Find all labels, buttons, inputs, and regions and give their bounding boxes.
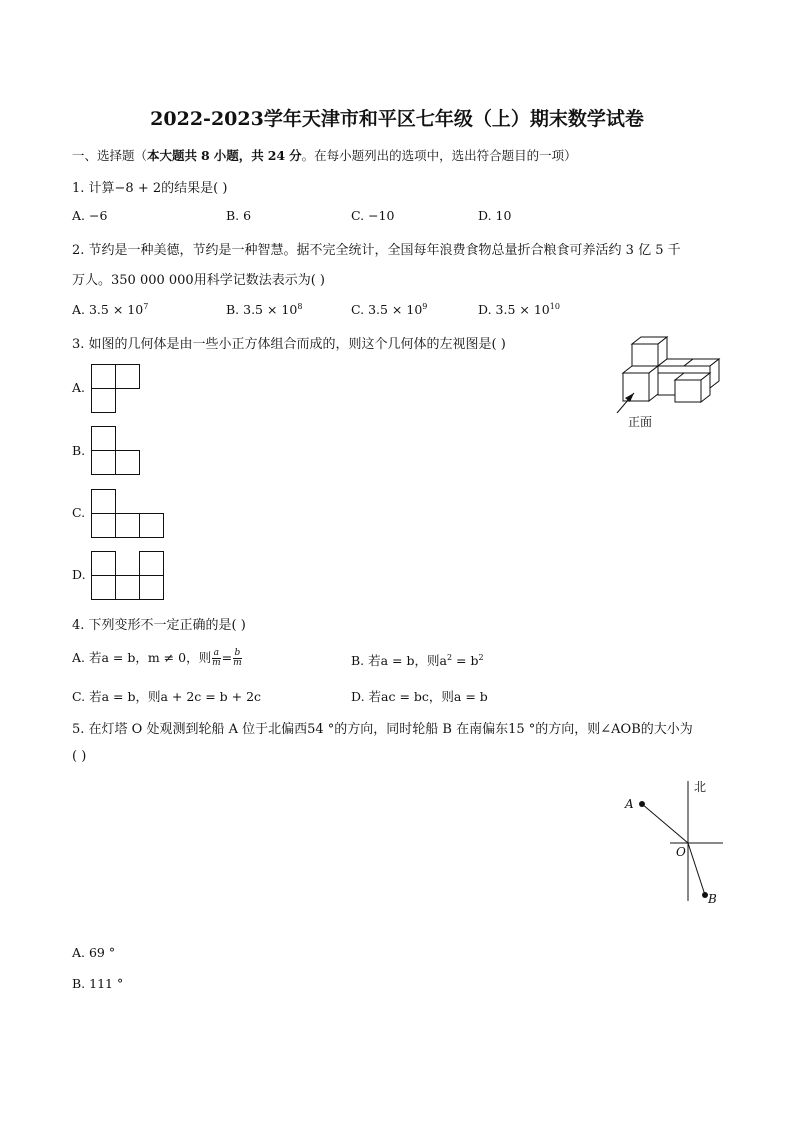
q2-option-d: D. $3.5 \times 10^{10}$ bbox=[478, 302, 560, 317]
q1-option-b: B. 6 bbox=[226, 208, 252, 223]
q5-option-a: A. 69 ° bbox=[72, 945, 116, 960]
q2-option-b: B. $3.5 \times 10^8$ bbox=[226, 302, 303, 317]
q4-option-c: C. 若a = b，则a + 2c = b + 2c bbox=[72, 689, 262, 704]
q3-option-c-figure bbox=[91, 489, 165, 539]
q3-option-b-figure bbox=[91, 426, 141, 476]
q2-line1: 2. 节约是一种美德，节约是一种智慧。据不完全统计，全国每年浪费食物总量折合粮食可养活约 3 亿 5 千 bbox=[72, 243, 681, 258]
q2-option-a: A. $3.5 \times 10^7$ bbox=[72, 302, 149, 317]
section-n2: 24 bbox=[267, 148, 286, 163]
q5-point-a-label: A bbox=[625, 797, 634, 811]
q5-line1: 5. 在灯塔 O 处观测到轮船 A 位于北偏西54 °的方向，同时轮船 B 在南偏东15 °的方向，则∠AOB的大小为 bbox=[72, 722, 693, 737]
q1-stem: 1. 计算−8 + 2的结果是( ) bbox=[72, 181, 228, 196]
q3-option-d-figure bbox=[91, 551, 165, 601]
q2-option-c: C. $3.5 \times 10^9$ bbox=[351, 302, 428, 317]
q4-option-d: D. 若ac = bc，则a = b bbox=[351, 689, 488, 704]
q5-north-label: 北 bbox=[694, 780, 707, 794]
q5-option-b: B. 111 ° bbox=[72, 976, 124, 991]
q3-option-a-label: A. bbox=[72, 380, 86, 395]
q5-point-b-label: B bbox=[708, 892, 717, 906]
q3-figure-label: 正面 bbox=[628, 415, 653, 429]
q3-option-c-label: C. bbox=[72, 505, 86, 520]
q1-option-a: A. −6 bbox=[72, 208, 108, 223]
q2-line2: 万人。350 000 000用科学记数法表示为( ) bbox=[72, 273, 325, 288]
q3-option-a-figure bbox=[91, 364, 141, 414]
section-n1: 8 bbox=[201, 148, 210, 163]
q5-direction-figure bbox=[620, 776, 730, 911]
q3-option-b-label: B. bbox=[72, 443, 86, 458]
q5-line2: ( ) bbox=[72, 749, 87, 764]
q3-option-d-label: D. bbox=[72, 567, 86, 582]
q1-option-c: C. −10 bbox=[351, 208, 395, 223]
section-heading bbox=[72, 146, 577, 164]
q1-option-d: D. 10 bbox=[478, 208, 512, 223]
section-rest: 。在每小题列出的选项中，选出符合题目的一项） bbox=[301, 148, 577, 163]
q5-point-o-label: O bbox=[676, 845, 686, 859]
section-bold1: 本大题共 bbox=[147, 148, 198, 163]
q4-option-a: A. 若a = b，m ≠ 0，则 $\frac{a}{m}$ = $\frac{b}{m}$ bbox=[72, 648, 242, 668]
q4-option-b: B. 若a = b，则$a^2 = b^2$ bbox=[351, 653, 484, 668]
section-prefix: 一、选择题（ bbox=[72, 148, 148, 163]
section-bold2: 小题，共 bbox=[213, 148, 264, 163]
q3-stem: 3. 如图的几何体是由一些小正方体组合而成的，则这个几何体的左视图是( ) bbox=[72, 337, 506, 352]
page-title: 2022-2023学年天津市和平区七年级（上）期末数学试卷 bbox=[150, 108, 644, 130]
section-bold3: 分 bbox=[289, 148, 302, 163]
q4-stem: 4. 下列变形不一定正确的是( ) bbox=[72, 618, 246, 633]
point-a-dot bbox=[639, 801, 645, 807]
